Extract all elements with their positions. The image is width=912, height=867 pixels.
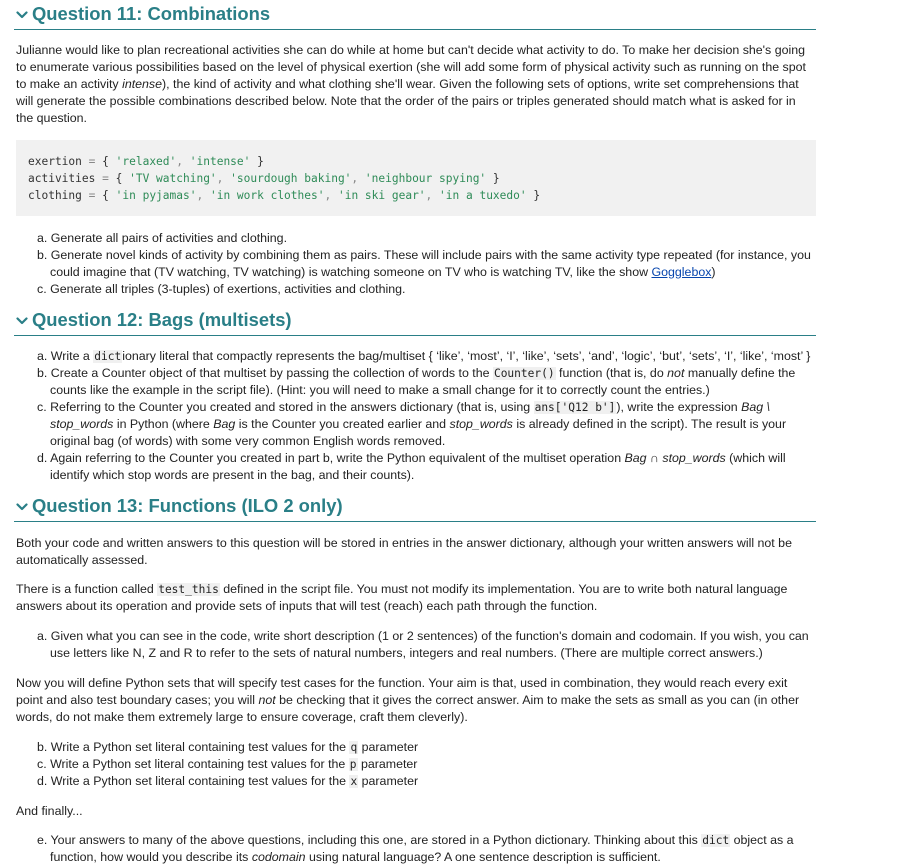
code-line-activities: activities = { 'TV watching', 'sourdough baking', 'neighbour spying' } [28, 172, 500, 185]
list-item: b. Generate novel kinds of activity by combining them as pairs. These will include pairs with the same activity type repeated (for instance, you could imagine that (TV watching, TV watching) is watching someone on TV who is watching TV, like the show Gogglebox) [37, 248, 811, 279]
chevron-down-icon[interactable] [16, 315, 28, 327]
q11-intro-line: will generate the possible combinations described below. Note that the order of the pairs or triples generated should match what is asked for in [16, 94, 796, 108]
code-line-clothing: clothing = { 'in pyjamas', 'in work clothes', 'in ski gear', 'in a tuxedo' } [28, 189, 541, 202]
q11-intro-line: to make an activity intense), the kind of activity and what clothing she'll wear. Given the following sets of options, write set comprehensions that [16, 77, 799, 91]
q13-item-list [37, 832, 816, 866]
q13-item-list [37, 628, 816, 662]
q11-intro-line: to enumerate various possibilities based on the level of physical exertion (she will add some form of physical activity such as running on the spot [16, 60, 806, 74]
q11-item-list [37, 230, 816, 298]
q11-intro-line: the question. [16, 111, 87, 125]
list-item: c. Write a Python set literal containing test values for the p parameter [37, 757, 418, 771]
list-item: c. Generate all triples (3-tuples) of exertions, activities and clothing. [37, 282, 406, 296]
q13-paragraph: Now you will define Python sets that will specify test cases for the function. Your aim is that, used in combination, they would reach every exit point and also test boundary cases; you will not be checking that it gives the correct answer. Aim to make the sets as small as you can (in other words, do not make them extremely large to ensure coverage, craft them cleverly). [16, 676, 800, 724]
gogglebox-link[interactable]: Gogglebox [651, 265, 712, 279]
list-item: d. Write a Python set literal containing test values for the x parameter [37, 774, 419, 788]
q11-title: Question 11: Combinations [32, 3, 271, 24]
list-item: b. Create a Counter object of that multiset by passing the collection of words to the Counter() function (that is, do not manually define the counts like the example in the script file). (Hint: you will need to make a small change for it to correctly count the entries.) [37, 366, 796, 397]
list-item: a. Given what you can see in the code, write short description (1 or 2 sentences) of the function's domain and codomain. If you wish, you can use letters like N, Z and R to refer to the sets of natural numbers, integers and real numbers. (There are multiple correct answers.) [37, 629, 809, 660]
list-item: a. Generate all pairs of activities and clothing. [37, 231, 288, 245]
q11-intro-line: Julianne would like to plan recreational activities she can do while at home but can't decide what activity to do. To make her decision she's going [16, 43, 806, 57]
list-item: d. Again referring to the Counter you created in part b, write the Python equivalent of the multiset operation Bag ∩ stop_words (which will identify which stop words are present in the bag, and their counts). [37, 451, 786, 482]
q13-header[interactable] [14, 492, 816, 522]
code-line-exertion: exertion = { 'relaxed', 'intense' } [28, 155, 264, 168]
q13-item-list [37, 739, 816, 790]
q13-paragraph: Both your code and written answers to this question will be stored in entries in the answer dictionary, although your written answers will not be automatically assessed. [16, 536, 792, 567]
q13-paragraph: There is a function called test_this defined in the script file. You must not modify its implementation. You are to write both natural language answers about its operation and provide sets of inputs that will test (reach) each path through the function. [16, 582, 788, 613]
q13-title: Question 13: Functions (ILO 2 only) [32, 495, 343, 516]
q11-code-block [16, 140, 816, 216]
q12-item-list [37, 348, 816, 484]
q12-title: Question 12: Bags (multisets) [32, 309, 292, 330]
chevron-down-icon[interactable] [16, 9, 28, 21]
list-item: b. Write a Python set literal containing test values for the q parameter [37, 740, 419, 754]
chevron-down-icon[interactable] [16, 501, 28, 513]
q13-finally: And finally... [16, 804, 83, 818]
list-item: e. Your answers to many of the above questions, including this one, are stored in a Python dictionary. Thinking about this dict object as a function, how would you describe its codomain using natural language? A one sentence description is sufficient. [37, 833, 794, 864]
list-item: c. Referring to the Counter you created and stored in the answers dictionary (that is, using ans['Q12 b']), write the expression Bag \ stop_words in Python (where Bag is the Counter you created earlier and stop_words is already defined in the script). The result is your original bag (of words) with some very common English words removed. [37, 400, 787, 448]
q11-intro [16, 42, 816, 127]
list-item: a. Write a dictionary literal that compactly represents the bag/multiset { ‘like’, ‘most’, ‘I’, ‘like’, ‘sets’, ‘and’, ‘logic’, ‘but’, ‘sets’, ‘I’, ‘like’, ‘most’ } [37, 349, 811, 363]
q12-header[interactable] [14, 306, 816, 336]
q11-header[interactable] [14, 0, 816, 30]
